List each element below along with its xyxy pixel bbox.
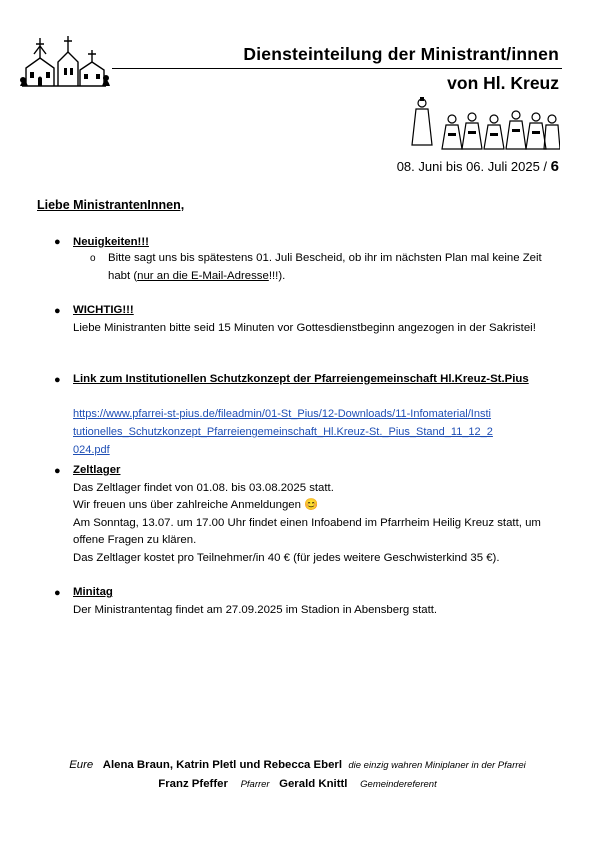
signature-block <box>0 756 595 794</box>
section-important <box>73 302 568 337</box>
smiley-emoji-icon: 😊 <box>304 499 319 511</box>
camp-info-evening: Am Sonntag, 13.07. um 17.00 Uhr findet einen Infoabend im Pfarrheim Heilig Kreuz statt, um offene Fragen zu klären. <box>73 516 541 546</box>
news-text: Bitte sagt uns bis spätestens 01. Juli Bescheid, ob ihr im nächsten Plan mal keine Zeit habt ( <box>108 252 542 282</box>
header-divider <box>112 68 562 69</box>
section-heading: Link zum Institutionellen Schutzkonzept der Pfarreiengemeinschaft Hl.Kreuz-St.Pius <box>73 373 529 385</box>
referent-name: Gerald Knittl <box>279 778 348 790</box>
plan-number: 6 <box>550 158 559 175</box>
altar-servers-illustration-icon <box>408 95 560 151</box>
section-heading: Minitag <box>73 586 113 598</box>
bullet-icon: ● <box>54 236 61 248</box>
plan-period <box>397 158 559 175</box>
section-heading: Zeltlager <box>73 464 121 476</box>
email-only-note: nur an die E-Mail-Adresse <box>137 269 269 282</box>
protection-concept-link[interactable] <box>73 404 493 458</box>
bullet-icon: ● <box>54 305 61 317</box>
circle-bullet-icon: o <box>90 253 96 264</box>
planners-note: die einzig wahren Miniplaner in der Pfarrei <box>348 760 526 771</box>
section-protection-concept <box>73 371 568 389</box>
camp-registrations-text: Wir freuen uns über zahlreiche Anmeldungen <box>73 499 301 511</box>
section-camp <box>73 462 568 567</box>
bullet-icon: ● <box>54 587 61 599</box>
section-heading: Neuigkeiten!!! <box>73 236 149 248</box>
priest-name: Franz Pfeffer <box>158 778 228 790</box>
referent-role: Gemeindereferent <box>360 779 437 790</box>
camp-registrations <box>73 497 568 515</box>
minitag-text: Der Ministrantentag findet am 27.09.2025 im Stadion in Abensberg statt. <box>73 603 438 616</box>
camp-cost: Das Zeltlager kostet pro Teilnehmer/in 40 € (für jedes weitere Geschwisterkind 35 €). <box>73 551 500 564</box>
date-range-text: 08. Juni bis 06. Juli 2025 / <box>396 159 548 174</box>
important-text: Liebe Ministranten bitte seid 15 Minuten vor Gottesdienstbeginn angezogen in der Sakristei! <box>73 321 536 334</box>
bullet-icon: ● <box>54 465 61 477</box>
link-text[interactable]: https://www.pfarrei-st-pius.de/fileadmin/01-St_Pius/12-Downloads/11-Infomaterial/Institutionelles_Schutzkonzept_Pfarreiengemeinschaft_Hl.Kreuz-St._Pius_Stand_11_12_2024.pdf <box>73 408 493 456</box>
section-heading: WICHTIG!!! <box>73 304 134 316</box>
section-minitag <box>73 584 568 619</box>
church-logo-icon <box>18 32 110 90</box>
signature-line-planners <box>0 756 595 775</box>
camp-dates: Das Zeltlager findet von 01.08. bis 03.08.2025 statt. <box>73 481 334 494</box>
section-news <box>73 234 568 252</box>
planner-names: Alena Braun, Katrin Pletl und Rebecca Eberl <box>102 759 343 771</box>
news-text-end: !!!). <box>268 269 286 282</box>
signature-line-staff <box>0 775 595 794</box>
priest-role: Pfarrer <box>240 779 270 790</box>
greeting: Liebe MinistrantenInnen, <box>37 198 185 212</box>
parish-title: von Hl. Kreuz <box>447 73 559 93</box>
bullet-icon: ● <box>54 374 61 386</box>
news-item <box>108 250 548 285</box>
signature-eure: Eure <box>69 759 94 771</box>
document-title: Diensteinteilung der Ministrant/innen <box>243 44 559 64</box>
